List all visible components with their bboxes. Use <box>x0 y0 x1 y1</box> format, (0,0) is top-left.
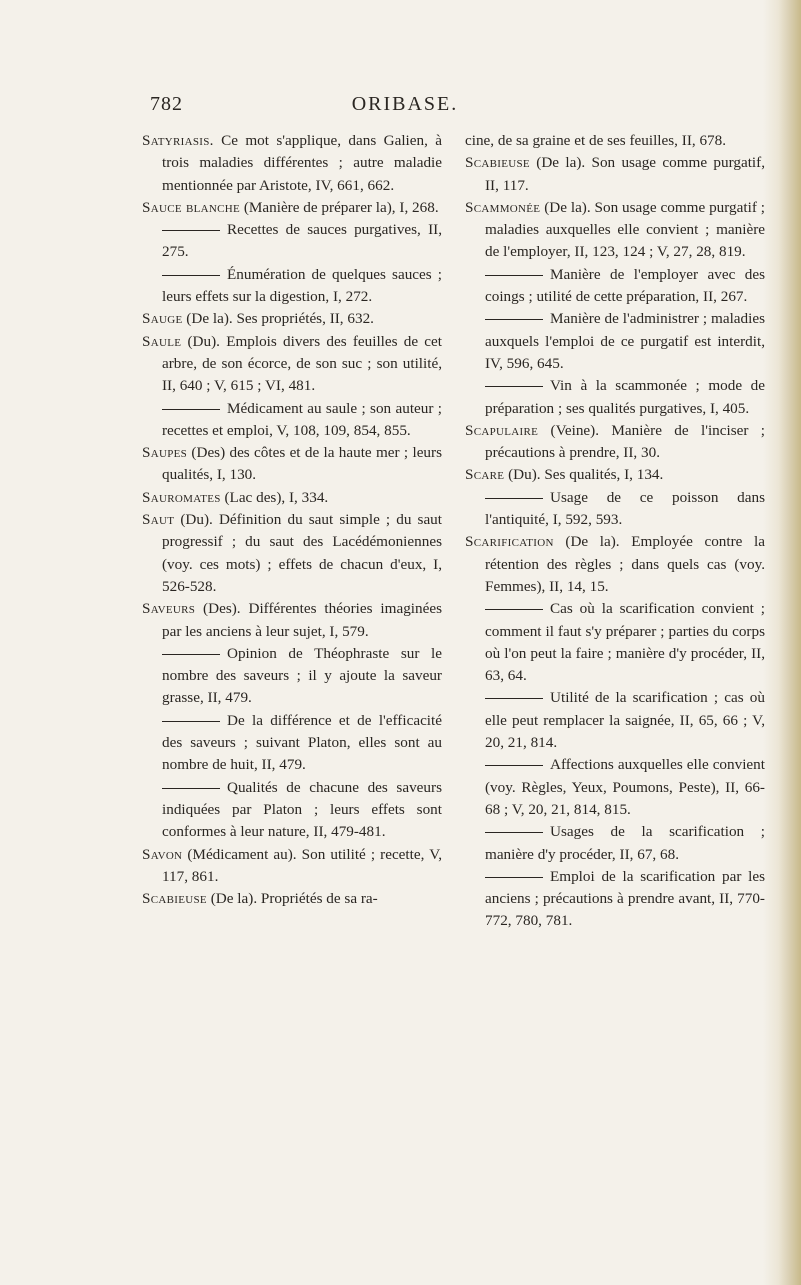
entry-headword: Saupes <box>142 444 188 462</box>
index-subentry <box>465 866 765 933</box>
entry-headword: Savon <box>142 845 183 863</box>
index-entry <box>465 464 765 486</box>
entry-text: Affections auxquelles elle convient (voy. Règles, Yeux, Poumons, Peste), II, 66-68 ; V, 20, 21, 814, 815. <box>485 756 765 818</box>
index-subentry <box>465 754 765 821</box>
entry-text: (De la). Employée contre la rétention des règles ; dans quels cas (voy. Femmes), II, 14, 15. <box>485 533 765 595</box>
entry-headword: Scammonée <box>465 198 541 216</box>
index-subentry <box>465 821 765 866</box>
entry-text: (Des). Différentes théories imaginées par les anciens à leur sujet, I, 579. <box>162 600 442 640</box>
entry-text: (De la). Son usage comme purgatif, II, 117. <box>485 154 765 194</box>
entry-text: (Lac des), I, 334. <box>220 488 329 506</box>
running-title: ORIBASE. <box>351 93 459 115</box>
ditto-dash <box>485 832 543 833</box>
index-entry <box>465 531 765 598</box>
index-entry <box>142 844 442 889</box>
left-column <box>142 130 442 910</box>
entry-text: Cas où la scarification convient ; comment il faut s'y préparer ; parties du corps où l'on peut la faire ; manière d'y procéder, II, 63, 64. <box>485 600 765 685</box>
index-subentry <box>142 219 442 264</box>
ditto-dash <box>485 498 543 499</box>
entry-headword: Scapulaire <box>465 421 539 439</box>
entry-text: (Veine). Manière de l'inciser ; précautions à prendre, II, 30. <box>485 421 765 462</box>
entry-text: (De la). Ses propriétés, II, 632. <box>182 310 374 328</box>
entry-text: Usages de la scarification ; manière d'y procéder, II, 67, 68. <box>485 823 765 863</box>
index-entry <box>142 598 442 643</box>
entry-text: (Des) des côtes et de la haute mer ; leurs qualités, I, 130. <box>162 444 442 484</box>
ditto-dash <box>485 877 543 878</box>
index-entry <box>142 442 442 487</box>
ditto-dash <box>485 319 543 320</box>
index-entry <box>142 308 442 330</box>
entry-continuation <box>465 130 765 152</box>
entry-text: De la différence et de l'efficacité des saveurs ; suivant Platon, elles sont au nombre de huit, II, 479. <box>162 711 442 774</box>
entry-text: (Médicament au). Son utilité ; recette, V, 117, 861. <box>162 845 442 885</box>
index-subentry <box>142 777 442 844</box>
entry-text: Usage de ce poisson dans l'antiquité, I, 592, 593. <box>485 488 765 529</box>
ditto-dash <box>162 409 220 410</box>
entry-text: Utilité de la scarification ; cas où elle peut remplacer la saignée, II, 65, 66 ; V, 20, 21, 814. <box>485 689 765 752</box>
index-entry <box>142 331 442 398</box>
entry-text: (De la). Son usage comme purgatif ; maladies auxquelles elle convient ; manière de l'employer, II, 123, 124 ; V, 27, 28, 819. <box>485 198 765 261</box>
entry-text: Recettes de sauces purgatives, II, 275. <box>162 221 442 261</box>
entry-headword: Saveurs <box>142 600 196 618</box>
index-entry <box>465 420 765 465</box>
index-subentry <box>465 264 765 309</box>
ditto-dash <box>485 386 543 387</box>
entry-text: (De la). Propriétés de sa ra- <box>206 890 378 908</box>
ditto-dash <box>485 698 543 699</box>
entry-headword: Scabieuse <box>465 154 530 172</box>
entry-headword: Scarification <box>465 533 554 551</box>
entry-text: (Manière de préparer la), I, 268. <box>240 198 439 216</box>
entry-headword: Scabieuse <box>142 890 207 908</box>
entry-text: Manière de l'employer avec des coings ; utilité de cette préparation, II, 267. <box>485 265 765 306</box>
ditto-dash <box>162 654 220 655</box>
entry-headword: Sauromates <box>142 488 221 506</box>
index-subentry <box>465 308 765 375</box>
entry-headword: Sauce blanche <box>142 198 241 216</box>
index-entry <box>142 509 442 598</box>
entry-headword: Saule <box>142 332 182 350</box>
entry-headword: Sauge <box>142 310 183 328</box>
ditto-dash <box>162 275 220 276</box>
index-entry <box>465 197 765 264</box>
ditto-dash <box>485 275 543 276</box>
ditto-dash <box>485 765 543 766</box>
index-entry <box>142 888 442 910</box>
page-number: 782 <box>150 93 183 115</box>
index-subentry <box>465 687 765 754</box>
index-subentry <box>465 487 765 532</box>
entry-text: Opinion de Théophraste sur le nombre des saveurs ; il y ajoute la saveur grasse, II, 479. <box>162 644 442 707</box>
entry-headword: Satyriasis. <box>142 132 214 149</box>
index-subentry <box>465 598 765 687</box>
index-subentry <box>142 264 442 309</box>
index-entry <box>142 197 442 219</box>
entry-headword: Scare <box>465 466 505 484</box>
entry-text: (Du). Définition du saut simple ; du saut progressif ; du saut des Lacédémoniennes (voy. ces mots) ; effets de chacun d'eux, I, 526-528. <box>162 511 442 595</box>
page-edge <box>763 0 801 1285</box>
index-subentry <box>142 710 442 777</box>
index-subentry <box>465 375 765 420</box>
entry-text: (Du). Emplois divers des feuilles de cet arbre, de son écorce, de son suc ; son utilité, II, 640 ; V, 615 ; VI, 481. <box>162 332 442 395</box>
entry-headword: Saut <box>142 511 175 529</box>
ditto-dash <box>162 788 220 789</box>
index-subentry <box>142 398 442 443</box>
entry-text: Ce mot s'applique, dans Galien, à trois maladies différentes ; autre maladie mentionnée par Aristote, IV, 661, 662. <box>162 132 442 194</box>
ditto-dash <box>162 721 220 722</box>
entry-text: cine, de sa graine et de ses feuilles, II, 678. <box>465 132 727 149</box>
index-subentry <box>142 643 442 710</box>
index-entry <box>142 130 442 197</box>
index-entry <box>465 152 765 197</box>
entry-text: Manière de l'administrer ; maladies auxquels l'emploi de ce purgatif est interdit, IV, 596, 645. <box>485 310 765 372</box>
ditto-dash <box>485 609 543 610</box>
entry-text: Emploi de la scarification par les anciens ; précautions à prendre avant, II, 770-772, 780, 781. <box>485 867 765 930</box>
right-column <box>465 130 765 933</box>
entry-text: Médicament au saule ; son auteur ; recettes et emploi, V, 108, 109, 854, 855. <box>162 399 442 439</box>
entry-text: Vin à la scammonée ; mode de préparation ; ses qualités purgatives, I, 405. <box>485 377 765 417</box>
index-entry <box>142 487 442 509</box>
entry-text: Énumération de quelques sauces ; leurs effets sur la digestion, I, 272. <box>162 265 442 306</box>
page-header <box>150 93 660 119</box>
entry-text: (Du). Ses qualités, I, 134. <box>504 466 664 484</box>
entry-text: Qualités de chacune des saveurs indiquées par Platon ; leurs effets sont conformes à leur nature, II, 479-481. <box>162 778 442 841</box>
ditto-dash <box>162 230 220 231</box>
